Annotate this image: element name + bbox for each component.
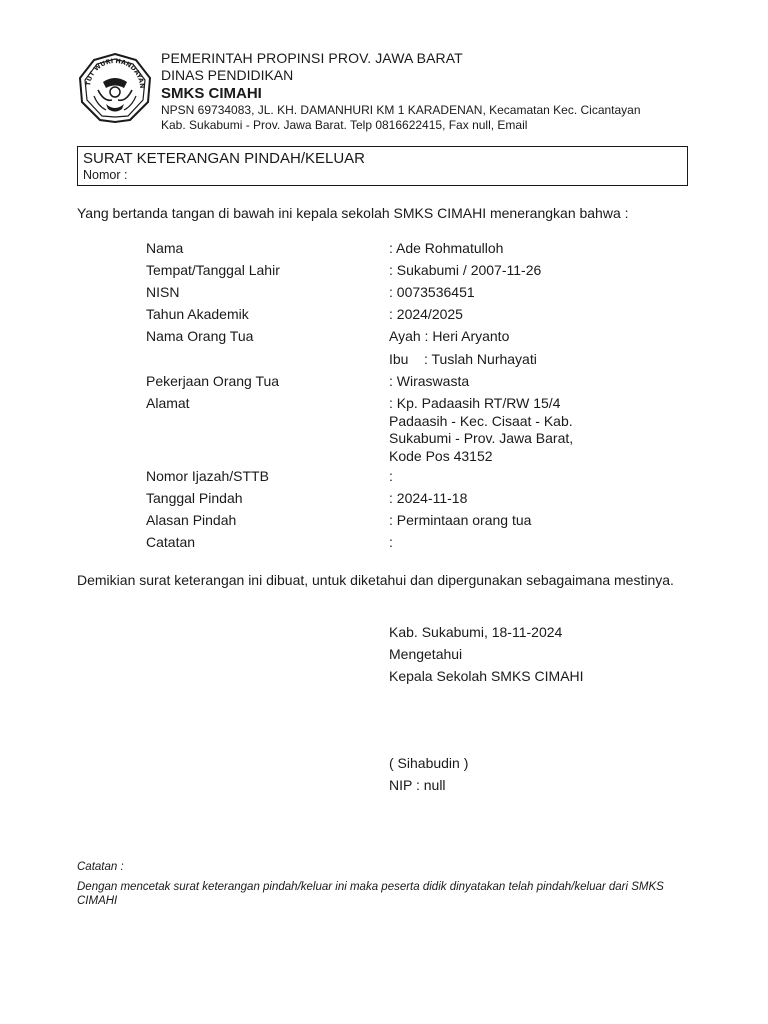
field-value-ttl: : Sukabumi / 2007-11-26: [389, 262, 542, 278]
logo-motto: TUT WURI HANDAYAN: [85, 57, 146, 89]
document-title: SURAT KETERANGAN PINDAH/KELUAR: [83, 150, 366, 167]
signature-role: Kepala Sekolah SMKS CIMAHI: [389, 668, 584, 684]
field-value-nisn: : 0073536451: [389, 284, 475, 300]
field-value-nama: : Ade Rohmatulloh: [389, 240, 504, 256]
field-value-ijazah: :: [389, 468, 393, 484]
intro-paragraph: Yang bertanda tangan di bawah ini kepala sekolah SMKS CIMAHI menerangkan bahwa :: [77, 205, 629, 221]
field-label-alasan: Alasan Pindah: [146, 512, 237, 528]
field-label-ijazah: Nomor Ijazah/STTB: [146, 468, 269, 484]
field-value-ayah: Ayah : Heri Aryanto: [389, 328, 510, 344]
document-number: Nomor :: [83, 168, 128, 182]
note-body: Dengan mencetak surat keterangan pindah/keluar ini maka peserta didik dinyatakan telah pindah/keluar dari SMKS CIMAHI: [77, 881, 664, 907]
field-label-catatan: Catatan: [146, 534, 196, 550]
field-label-ttl: Tempat/Tanggal Lahir: [146, 262, 280, 278]
signature-acknowledge: Mengetahui: [389, 646, 463, 662]
closing-paragraph: Demikian surat keterangan ini dibuat, untuk diketahui dan dipergunakan sebagaimana mestinya.: [77, 572, 674, 588]
field-value-pekerjaan: : Wiraswasta: [389, 373, 470, 389]
field-value-ibu: : Tuslah Nurhayati: [424, 351, 537, 367]
tut-wuri-handayani-logo: [76, 52, 154, 124]
field-value-alamat-2: Padaasih - Kec. Cisaat - Kab.: [389, 412, 573, 429]
field-value-tanggal: : 2024-11-18: [389, 490, 468, 506]
signature-place-date: Kab. Sukabumi, 18-11-2024: [389, 624, 563, 640]
header-department: DINAS PENDIDIKAN: [161, 67, 294, 83]
field-label-tahun: Tahun Akademik: [146, 306, 249, 322]
field-label-ibu: Ibu: [389, 351, 409, 367]
header-address: NPSN 69734083, JL. KH. DAMANHURI KM 1 KARADENAN, Kecamatan Kec. Cicantayan: [161, 103, 641, 117]
field-value-alasan: : Permintaan orang tua: [389, 512, 532, 528]
header-contact: Kab. Sukabumi - Prov. Jawa Barat. Telp 0816622415, Fax null, Email: [161, 118, 528, 132]
signature-nip: NIP : null: [389, 777, 446, 793]
field-label-pekerjaan: Pekerjaan Orang Tua: [146, 373, 280, 389]
header-government: PEMERINTAH PROPINSI PROV. JAWA BARAT: [161, 50, 463, 66]
signature-name: ( Sihabudin ): [389, 755, 469, 771]
field-label-tanggal: Tanggal Pindah: [146, 490, 243, 506]
field-label-nama: Nama: [146, 240, 184, 256]
field-value-alamat-1: : Kp. Padaasih RT/RW 15/4: [389, 395, 561, 411]
field-value-alamat-3: Sukabumi - Prov. Jawa Barat,: [389, 430, 574, 446]
field-label-ortu: Nama Orang Tua: [146, 328, 254, 344]
field-value-catatan: :: [389, 534, 393, 550]
header-school-name: SMKS CIMAHI: [161, 85, 262, 102]
field-label-alamat: Alamat: [146, 395, 190, 411]
note-heading: Catatan :: [77, 861, 124, 873]
field-label-nisn: NISN: [146, 284, 180, 300]
field-value-tahun: : 2024/2025: [389, 306, 463, 322]
field-value-alamat-4: Kode Pos 43152: [389, 447, 493, 464]
